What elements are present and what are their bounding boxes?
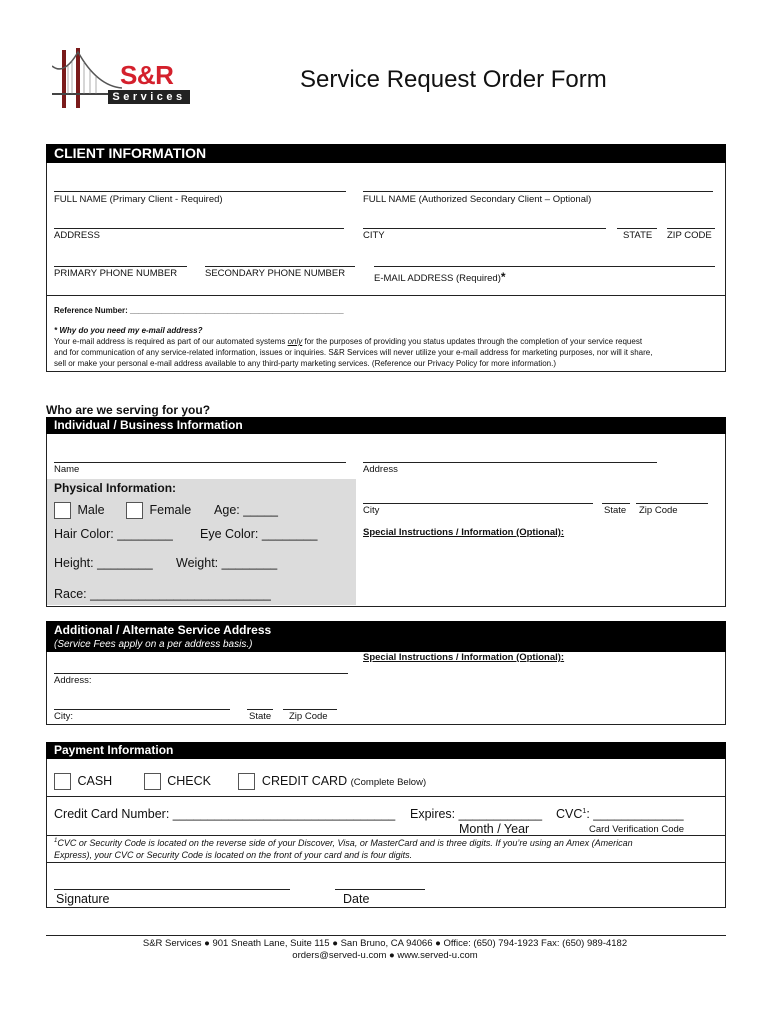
alternate-special-label: Special Instructions / Information (Optional): [363, 652, 565, 663]
email-label [374, 270, 506, 284]
cvc-blank: : _____________ [586, 807, 684, 821]
eye-color-field[interactable]: Eye Color: ________ [200, 527, 318, 541]
footer-address: S&R Services ● 901 Sneath Lane, Suite 115 ● San Bruno, CA 94066 ● Office: (650) 794-1923 Fax: (650) 989-4182 [142, 938, 628, 949]
cvc-footnote-2: Express), your CVC or Security Code is located on the front of your card and is four digits. [54, 850, 413, 860]
card-verification-label: Card Verification Code [589, 824, 685, 835]
company-logo [52, 46, 192, 110]
state-label: STATE [623, 230, 653, 241]
logo-sub: Services [108, 90, 190, 104]
alternate-state-label: State [249, 711, 272, 722]
date-label: Date [343, 892, 370, 906]
cvc-field[interactable] [556, 807, 684, 821]
why-email-line2: and for communication of any service-related information, issues or inquiries. S&R Services will never utilize your e-mail address for marketing purposes, nor will it share, [54, 348, 653, 357]
why-line1b: for the purposes of providing you status updates through the completion of your service request [302, 337, 643, 346]
female-checkbox[interactable] [126, 502, 143, 519]
alternate-title: Additional / Alternate Service Address [54, 623, 272, 637]
female-label: Female [149, 502, 192, 517]
payment-method-row [54, 773, 426, 790]
serving-special-label: Special Instructions / Information (Optional): [363, 527, 565, 538]
check-checkbox[interactable] [144, 773, 161, 790]
serving-city-label: City [363, 505, 380, 516]
signature-label: Signature [56, 892, 110, 906]
physical-info-heading: Physical Information: [54, 481, 177, 495]
why-line1a: Your e-mail address is required as part of our automated systems [54, 337, 288, 346]
page-title: Service Request Order Form [300, 66, 607, 93]
serving-name-label: Name [54, 464, 80, 475]
cash-label: CASH [77, 773, 113, 788]
credit-card-label: CREDIT CARD [261, 773, 348, 788]
city-label: CITY [363, 230, 385, 241]
logo-brand: S&R [120, 60, 174, 90]
cash-checkbox[interactable] [54, 773, 71, 790]
credit-card-note: (Complete Below) [350, 776, 427, 788]
weight-field[interactable]: Weight: ________ [176, 556, 278, 570]
gender-row [54, 502, 278, 519]
check-label: CHECK [167, 773, 211, 788]
reference-number: Reference Number: ________________________________________________ [54, 306, 344, 315]
why-email-question: * Why do you need my e-mail address? [54, 326, 203, 335]
address-label: ADDRESS [54, 230, 100, 241]
month-year-label: Month / Year [459, 822, 530, 836]
payment-header: Payment Information [46, 742, 726, 759]
serving-address-label: Address [363, 464, 398, 475]
credit-card-checkbox[interactable] [238, 773, 255, 790]
race-field[interactable]: Race: __________________________ [54, 587, 271, 601]
primary-phone-label: PRIMARY PHONE NUMBER [54, 268, 178, 279]
client-header: CLIENT INFORMATION [46, 144, 726, 163]
email-label-text: E-MAIL ADDRESS (Required) [374, 273, 501, 284]
male-label: Male [77, 502, 105, 517]
alternate-address-label: Address: [54, 675, 92, 686]
footnote-text: CVC or Security Code is located on the reverse side of your Discover, Visa, or MasterCard and is three digits. If you’re using an Amex (American [57, 838, 633, 848]
full-name2-label: FULL NAME (Authorized Secondary Client – Optional) [363, 194, 592, 205]
alternate-header [46, 621, 726, 652]
why-only: only [287, 337, 303, 346]
credit-card-number-field[interactable]: Credit Card Number: ________________________________ [54, 807, 396, 821]
full-name-label: FULL NAME (Primary Client - Required) [54, 194, 223, 205]
alternate-city-label: City: [54, 711, 73, 722]
footer-contact: orders@served-u.com ● www.served-u.com [292, 950, 478, 961]
footnote-sup: 1 [54, 838, 58, 844]
cvc-footnote-1 [54, 838, 633, 848]
cvc-sup: 1 [582, 807, 587, 815]
alternate-zip-label: Zip Code [289, 711, 328, 722]
alternate-note: (Service Fees apply on a per address basis.) [54, 639, 253, 650]
serving-header: Individual / Business Information [46, 417, 726, 434]
height-field[interactable]: Height: ________ [54, 556, 153, 570]
expires-field[interactable]: Expires: ____________ [410, 807, 543, 821]
cvc-label: CVC [556, 807, 583, 821]
why-email-line3: sell or make your personal e-mail address available to any third-party marketing services. (Reference our Privacy Policy for more information.) [54, 359, 556, 368]
serving-zip-label: Zip Code [639, 505, 678, 516]
age-field[interactable]: Age: _____ [214, 502, 278, 517]
hair-color-field[interactable]: Hair Color: ________ [54, 527, 173, 541]
male-checkbox[interactable] [54, 502, 71, 519]
zip-label: ZIP CODE [667, 230, 712, 241]
serving-question: Who are we serving for you? [46, 403, 211, 417]
secondary-phone-label: SECONDARY PHONE NUMBER [205, 268, 346, 279]
why-email-line1 [54, 337, 642, 346]
serving-state-label: State [604, 505, 627, 516]
email-required-star: * [500, 270, 506, 284]
